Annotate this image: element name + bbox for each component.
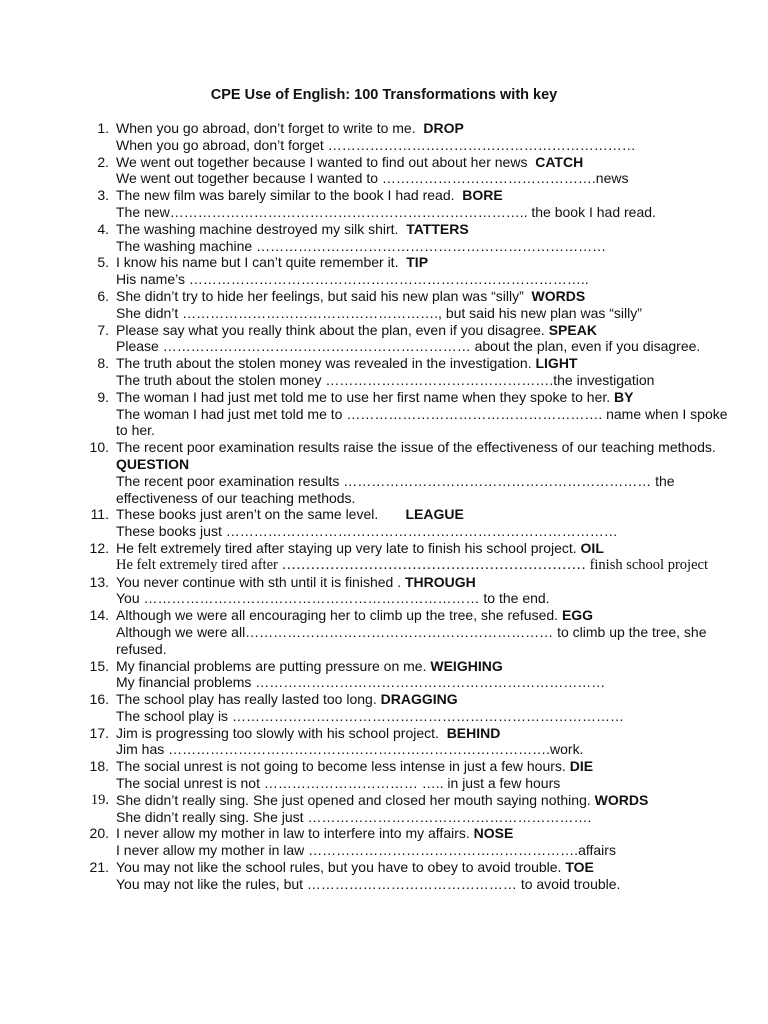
- item-sentence: The recent poor examination results raise the issue of the effectiveness of our teaching methods.: [116, 439, 716, 456]
- list-item: [89, 859, 729, 893]
- item-sentence: She didn’t try to hide her feelings, but said his new plan was “silly”: [116, 287, 524, 304]
- item-number: 18.: [89, 758, 109, 775]
- item-sentence: You never continue with sth until it is finished .: [116, 573, 402, 590]
- item-sentence: The school play has really lasted too long.: [116, 691, 377, 708]
- list-item: [89, 540, 729, 574]
- item-sentence: I know his name but I can’t quite remember it.: [116, 254, 399, 271]
- list-item: [89, 506, 729, 540]
- item-number: 21.: [89, 859, 109, 876]
- list-item: [89, 825, 729, 859]
- item-sentence: We went out together because I wanted to find out about her news: [116, 153, 528, 170]
- item-number: 20.: [89, 825, 109, 842]
- item-keyword: NOSE: [473, 825, 514, 842]
- list-item: [89, 389, 729, 439]
- item-sentence: When you go abroad, don’t forget to write to me.: [116, 120, 416, 136]
- list-item: [89, 120, 729, 154]
- item-answer-line: The washing machine …………………………………………………………………: [116, 237, 607, 254]
- list-item: [89, 574, 729, 608]
- item-answer-line: We went out together because I wanted to ……………………………………….news: [116, 170, 629, 187]
- item-keyword: CATCH: [535, 153, 584, 170]
- list-item: [89, 154, 729, 188]
- list-item: [89, 322, 729, 356]
- item-keyword: BORE: [462, 187, 503, 204]
- item-number: 2.: [97, 153, 109, 170]
- list-item: [89, 607, 729, 657]
- item-number: 6.: [97, 287, 109, 304]
- item-keyword: OIL: [580, 539, 604, 556]
- item-keyword: DROP: [423, 120, 464, 136]
- list-item: [89, 691, 729, 725]
- item-keyword: TOE: [565, 859, 594, 876]
- item-answer-line: She didn’t ………………………………………………., but said his new plan was “silly”: [116, 304, 642, 321]
- item-answer-line: I never allow my mother in law ………………………………………………….affairs: [116, 842, 616, 859]
- item-number: 10.: [89, 439, 109, 456]
- item-keyword: LEAGUE: [405, 506, 464, 523]
- item-answer-line: The new………………………………………………………………….. the book I had read.: [116, 203, 656, 220]
- item-keyword: EGG: [561, 607, 594, 624]
- page-title: CPE Use of English: 100 Transformations with key: [210, 87, 558, 103]
- item-number: 15.: [89, 657, 109, 674]
- item-number: 1.: [97, 120, 109, 136]
- item-sentence: The washing machine destroyed my silk shirt.: [116, 220, 399, 237]
- item-sentence: He felt extremely tired after staying up very late to finish his school project.: [116, 539, 577, 556]
- item-number: 7.: [97, 321, 109, 338]
- item-sentence: These books just aren’t on the same level.: [116, 506, 379, 523]
- item-keyword: BY: [614, 388, 634, 405]
- item-answer-line: The social unrest is not …………………………… ….. in just a few hours: [116, 775, 561, 792]
- item-keyword: TIP: [406, 254, 429, 271]
- list-item: [89, 221, 729, 255]
- item-keyword: DRAGGING: [380, 691, 458, 708]
- transformations-list: [89, 120, 729, 893]
- list-item: [89, 792, 729, 826]
- item-number: 4.: [97, 220, 109, 237]
- item-keyword: QUESTION: [116, 455, 190, 472]
- list-item: [89, 254, 729, 288]
- item-keyword: DIE: [569, 758, 594, 775]
- list-item: [89, 288, 729, 322]
- item-sentence: She didn’t really sing. She just opened and closed her mouth saying nothing.: [116, 791, 591, 808]
- item-answer-line: These books just …………………………………………………………………………: [116, 523, 618, 540]
- item-sentence: The social unrest is not going to become less intense in just a few hours.: [116, 758, 566, 775]
- item-number: 5.: [97, 254, 109, 271]
- item-keyword: WEIGHING: [430, 657, 503, 674]
- item-sentence: Please say what you really think about the plan, even if you disagree.: [116, 321, 545, 338]
- item-answer-line: You may not like the rules, but ……………………………………… to avoid trouble.: [116, 875, 621, 892]
- item-number: 17.: [89, 724, 109, 741]
- item-answer-line: You ……………………………………………………………… to the end.: [116, 590, 550, 607]
- item-answer-line: His name’s …………………………………………………………………………..: [116, 271, 589, 288]
- item-answer-line: Although we were all………………………………………………………… to climb up the tree, she refused.: [116, 623, 707, 657]
- item-answer-line: My financial problems …………………………………………………………………: [116, 674, 606, 691]
- item-number: 9.: [97, 388, 109, 405]
- item-sentence: I never allow my mother in law to interfere into my affairs.: [116, 825, 470, 842]
- item-answer-line: The truth about the stolen money ………………………………………….the investigation: [116, 371, 655, 388]
- list-item: [89, 187, 729, 221]
- list-item: [89, 658, 729, 692]
- item-keyword: SPEAK: [548, 321, 597, 338]
- item-number: 3.: [97, 187, 109, 204]
- item-answer-line: The school play is …………………………………………………………………………: [116, 707, 624, 724]
- item-keyword: WORDS: [594, 791, 649, 808]
- item-number: 8.: [97, 355, 109, 372]
- item-keyword: WORDS: [531, 287, 586, 304]
- item-answer-line: Jim has ……………………………………………………………………….work.: [116, 741, 584, 758]
- item-number: 12.: [89, 539, 109, 556]
- item-number: 19.: [90, 791, 109, 808]
- item-number: 11.: [90, 506, 109, 523]
- item-sentence: You may not like the school rules, but you have to obey to avoid trouble.: [116, 859, 562, 876]
- item-sentence: The new film was barely similar to the book I had read.: [116, 187, 455, 204]
- item-sentence: Although we were all encouraging her to climb up the tree, she refused.: [116, 607, 559, 624]
- item-number: 14.: [89, 607, 109, 624]
- item-answer-line: The woman I had just met told me to ………………………………………………. name when I spoke to her.: [116, 405, 728, 439]
- list-item: [89, 355, 729, 389]
- item-number: 16.: [89, 691, 109, 708]
- item-sentence: The woman I had just met told me to use her first name when they spoke to her.: [116, 388, 611, 405]
- item-answer-line: She didn’t really sing. She just …………………………………………………….: [116, 808, 592, 825]
- item-answer-line: He felt extremely tired after ……………………………………………………… finish school project: [116, 556, 708, 573]
- item-sentence: My financial problems are putting pressure on me.: [116, 657, 427, 674]
- item-sentence: Jim is progressing too slowly with his school project.: [116, 724, 439, 741]
- item-keyword: BEHIND: [446, 724, 501, 741]
- item-answer-line: When you go abroad, don’t forget …………………………………………………………: [116, 136, 636, 153]
- item-keyword: LIGHT: [535, 355, 578, 372]
- item-keyword: THROUGH: [404, 573, 476, 590]
- list-item: [89, 725, 729, 759]
- list-item: [89, 439, 729, 506]
- item-keyword: TATTERS: [406, 220, 469, 237]
- item-sentence: The truth about the stolen money was revealed in the investigation.: [116, 355, 532, 372]
- list-item: [89, 758, 729, 792]
- item-answer-line: Please ………………………………………………………… about the plan, even if you disagree.: [116, 338, 701, 355]
- item-number: 13.: [89, 573, 109, 590]
- item-answer-line: The recent poor examination results ………………………………………………………… the effectiveness of our teaching methods.: [116, 472, 675, 506]
